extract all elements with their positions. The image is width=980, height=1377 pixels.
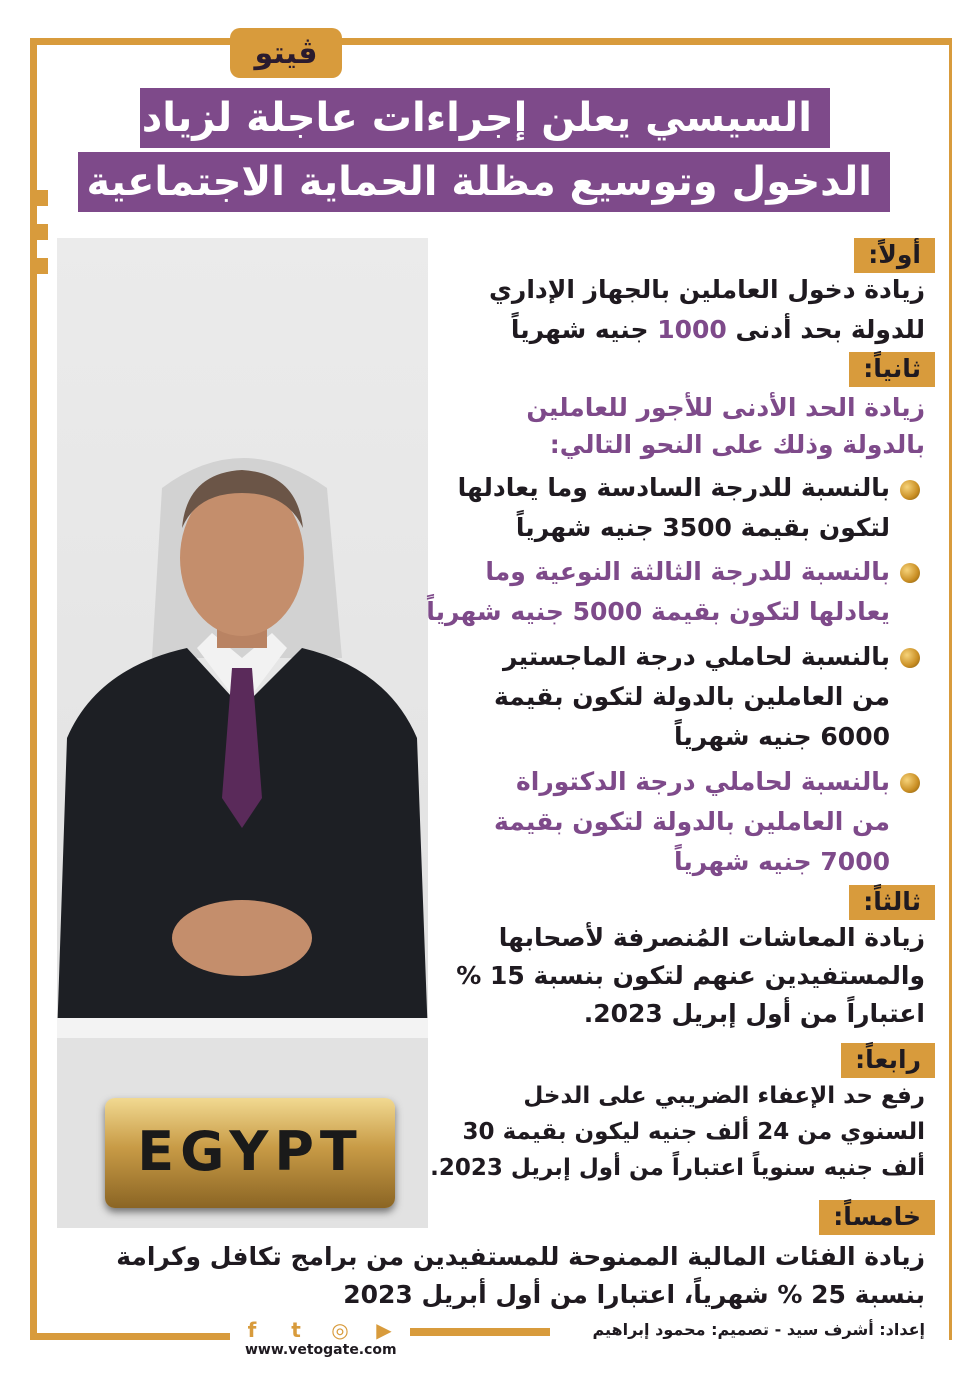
bullet-icon [900, 648, 920, 668]
frame-right-bar [949, 38, 952, 1340]
tie [222, 668, 262, 828]
bullet-icon [900, 480, 920, 500]
bullet-icon [900, 773, 920, 793]
bullet-2-line-1: بالنسبة للدرجة الثالثة النوعية وما [485, 557, 890, 586]
clasped-hands [172, 900, 312, 976]
fifth-line-2: بنسبة 25 % شهرياً، اعتبارا من أول أبريل 2023 [343, 1280, 925, 1309]
nameplate-text: EGYPT [137, 1120, 363, 1183]
second-line-1: زيادة الحد الأدنى للأجور للعاملين [526, 393, 925, 422]
first-line-2: للدولة بحد أدنى 1000 جنيه شهرياً [510, 315, 925, 344]
credits-decoration [410, 1328, 550, 1336]
portrait-photo [57, 238, 428, 1228]
social-icons [240, 1318, 396, 1342]
twitter-icon[interactable]: t [291, 1318, 301, 1342]
section-label-third: ثالثاً: [849, 885, 935, 920]
fourth-line-1: رفع حد الإعفاء الضريبي على الدخل [523, 1083, 925, 1109]
bullet-4-line-2: من العاملين بالدولة لتكون بقيمة [494, 807, 890, 836]
third-line-3: اعتباراً من أول إبريل 2023. [583, 999, 925, 1028]
fifth-line-1: زيادة الفئات المالية الممنوحة للمستفيدين من برامج تكافل وكرامة [116, 1242, 925, 1271]
bullet-3-line-1: بالنسبة لحاملي درجة الماجستير [503, 642, 890, 671]
portrait-illustration [57, 238, 428, 1228]
instagram-icon[interactable]: ◎ [331, 1318, 349, 1342]
fourth-line-2: السنوي من 24 ألف جنيه ليكون بقيمة 30 [462, 1119, 925, 1145]
section-label-fifth: خامساً: [819, 1200, 935, 1235]
third-line-2: والمستفيدين عنهم لتكون بنسبة 15 % [456, 961, 925, 990]
bullet-2-line-2: يعادلها لتكون بقيمة 5000 جنيه شهرياً [426, 597, 890, 626]
side-decoration [30, 190, 48, 292]
logo-text: ڤيتو [254, 35, 318, 71]
bullet-3-line-3: 6000 جنيه شهرياً [673, 722, 890, 751]
first-line-1: زيادة دخول العاملين بالجهاز الإداري [489, 275, 925, 304]
bullet-1-line-1: بالنسبة للدرجة السادسة وما يعادلها [457, 473, 890, 502]
bullet-4-line-3: 7000 جنيه شهرياً [673, 847, 890, 876]
frame-bottom-bar [30, 1333, 230, 1340]
bullet-3-line-2: من العاملين بالدولة لتكون بقيمة [494, 682, 890, 711]
headline-line-2: الدخول وتوسيع مظلة الحماية الاجتماعية [78, 152, 890, 212]
fourth-line-3: ألف جنيه سنوياً اعتباراً من أول إبريل 2023. [430, 1155, 925, 1181]
third-line-1: زيادة المعاشات المُنصرفة لأصحابها [498, 923, 925, 952]
section-label-fourth: رابعاً: [841, 1043, 935, 1078]
veto-logo [230, 28, 342, 78]
youtube-icon[interactable]: ▶ [376, 1318, 392, 1342]
section-label-second: ثانياً: [849, 352, 935, 387]
frame-top-bar [30, 38, 950, 45]
facebook-icon[interactable]: f [247, 1318, 257, 1342]
nameplate [105, 1098, 395, 1208]
section-label-first: أولاً: [854, 238, 935, 273]
headline-line-1: السيسي يعلن إجراءات عاجلة لزيادة [140, 88, 830, 148]
bullet-icon [900, 563, 920, 583]
credits-text: إعداد: أشرف سيد - تصميم: محمود إبراهيم [592, 1320, 925, 1339]
website-url[interactable]: www.vetogate.com [245, 1342, 397, 1358]
bullet-1-line-2: لتكون بقيمة 3500 جنيه شهرياً [515, 513, 890, 542]
bullet-4-line-1: بالنسبة لحاملي درجة الدكتوراة [516, 767, 890, 796]
second-line-2: بالدولة وذلك على النحو التالي: [549, 430, 925, 459]
